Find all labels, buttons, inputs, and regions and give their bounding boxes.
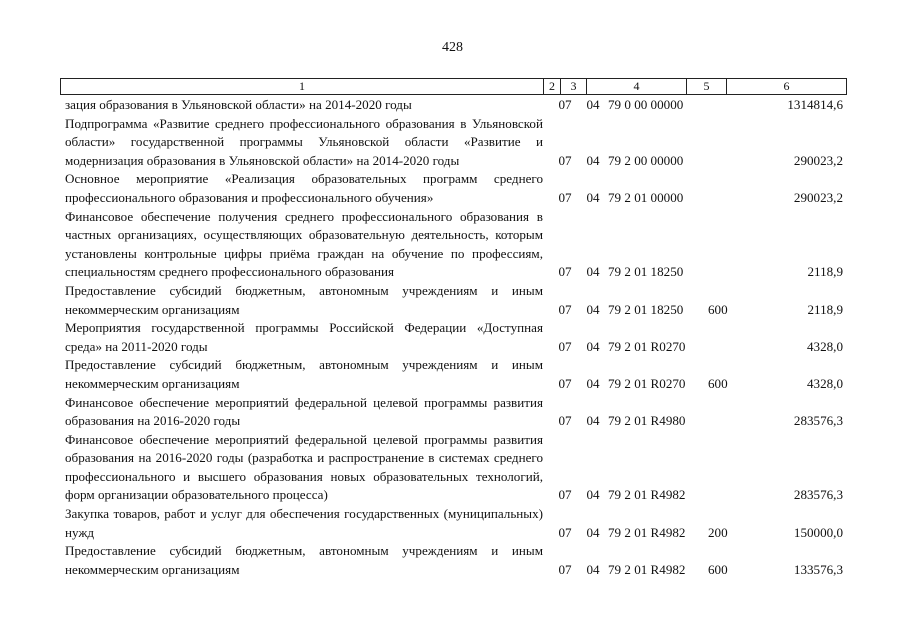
- table-row: [60, 115, 850, 171]
- row-description: Предоставление субсидий бюджетным, автономным учреждениям и иным некоммерческим организациям: [65, 543, 543, 577]
- budget-rows: [60, 96, 850, 579]
- section-code: 07: [558, 189, 572, 205]
- table-row: [60, 356, 850, 393]
- subsection-code: 04: [586, 375, 600, 391]
- section-code: 07: [558, 413, 572, 429]
- column-header-4: 4: [587, 79, 687, 95]
- section-code: 07: [558, 97, 572, 112]
- target-item-code: 79 2 00 00000: [608, 152, 684, 168]
- target-item-code: 79 2 01 00000: [608, 189, 684, 205]
- table-row: [60, 319, 850, 356]
- subsection-code: 04: [586, 97, 600, 112]
- row-description: зация образования в Ульяновской области» на 2014-2020 годы: [65, 97, 412, 112]
- amount: 133576,3: [793, 561, 843, 577]
- section-code: 07: [558, 524, 572, 540]
- row-description: Финансовое обеспечение получения среднего профессионального образования в частных организациях, осуществляющих образовательную деятельность, которым установлены контрольные цифры приёма граждан на обучение по профессиям, специальностям среднего профессионального образования: [65, 208, 543, 280]
- amount: 290023,2: [793, 189, 843, 205]
- amount: 2118,9: [807, 264, 843, 280]
- column-header-6: 6: [727, 79, 847, 95]
- section-code: 07: [558, 487, 572, 503]
- expense-type-code: 600: [708, 561, 728, 577]
- target-item-code: 79 2 01 18250: [608, 301, 684, 317]
- row-description: Предоставление субсидий бюджетным, автономным учреждениям и иным некоммерческим организациям: [65, 357, 543, 391]
- table-row: [60, 96, 850, 115]
- row-description: Основное мероприятие «Реализация образовательных программ среднего профессионального образования и профессионального обучения»: [65, 171, 543, 205]
- amount: 1314814,6: [787, 97, 843, 112]
- row-description: Предоставление субсидий бюджетным, автономным учреждениям и иным некоммерческим организациям: [65, 282, 543, 317]
- table-row: [60, 542, 850, 579]
- subsection-code: 04: [586, 524, 600, 540]
- column-header-5: 5: [687, 79, 727, 95]
- table-row: [60, 208, 850, 282]
- subsection-code: 04: [586, 301, 600, 317]
- table-row: [60, 431, 850, 505]
- amount: 4328,0: [806, 338, 843, 354]
- subsection-code: 04: [586, 338, 600, 354]
- target-item-code: 79 2 01 R4982: [608, 561, 686, 577]
- section-code: 07: [558, 338, 572, 354]
- row-description: Закупка товаров, работ и услуг для обеспечения государственных (муниципальных) нужд: [65, 506, 543, 540]
- amount: 283576,3: [793, 413, 843, 429]
- target-item-code: 79 2 01 R0270: [608, 338, 686, 354]
- target-item-code: 79 2 01 R4982: [608, 524, 686, 540]
- section-code: 07: [558, 152, 572, 168]
- target-item-code: 79 2 01 R0270: [608, 375, 686, 391]
- expense-type-code: 600: [708, 301, 728, 317]
- target-item-code: 79 2 01 R4980: [608, 413, 686, 429]
- amount: 150000,0: [793, 524, 843, 540]
- column-header-2: 2: [544, 79, 561, 95]
- column-header-table: [60, 78, 847, 95]
- subsection-code: 04: [586, 413, 600, 429]
- row-description: Мероприятия государственной программы Российской Федерации «Доступная среда» на 2011-2020 годы: [65, 320, 543, 354]
- section-code: 07: [558, 375, 572, 391]
- column-header-3: 3: [561, 79, 587, 95]
- section-code: 07: [558, 301, 572, 317]
- amount: 2118,9: [807, 301, 843, 317]
- row-description: Подпрограмма «Развитие среднего профессионального образования в Ульяновской области» государственной программы Ульяновской области «Развитие и модернизация образования в Ульяновской области» на 2014-2020 годы: [65, 115, 543, 168]
- table-row: [60, 505, 850, 542]
- column-header-row: [61, 79, 847, 95]
- subsection-code: 04: [586, 264, 600, 280]
- section-code: 07: [558, 561, 572, 577]
- subsection-code: 04: [586, 487, 600, 503]
- amount: 4328,0: [806, 375, 843, 391]
- amount: 283576,3: [793, 487, 843, 503]
- target-item-code: 79 0 00 00000: [608, 97, 684, 112]
- subsection-code: 04: [586, 189, 600, 205]
- table-row: [60, 394, 850, 431]
- expense-type-code: 600: [708, 375, 728, 391]
- target-item-code: 79 2 01 18250: [608, 264, 684, 280]
- row-description: Финансовое обеспечение мероприятий федеральной целевой программы развития образования на 2016-2020 годы (разработка и распространение в системах среднего профессионального и высшего образования новых образовательных технологий, форм организации образовательного процесса): [65, 431, 543, 503]
- section-code: 07: [558, 264, 572, 280]
- row-description: Финансовое обеспечение мероприятий федеральной целевой программы развития образования на 2016-2020 годы: [65, 394, 543, 429]
- column-header-1: 1: [61, 79, 544, 95]
- amount: 290023,2: [793, 152, 843, 168]
- subsection-code: 04: [586, 152, 600, 168]
- expense-type-code: 200: [708, 524, 728, 540]
- subsection-code: 04: [586, 561, 600, 577]
- table-row: [60, 282, 850, 319]
- target-item-code: 79 2 01 R4982: [608, 487, 686, 503]
- page-number: 428: [442, 40, 463, 55]
- table-row: [60, 170, 850, 207]
